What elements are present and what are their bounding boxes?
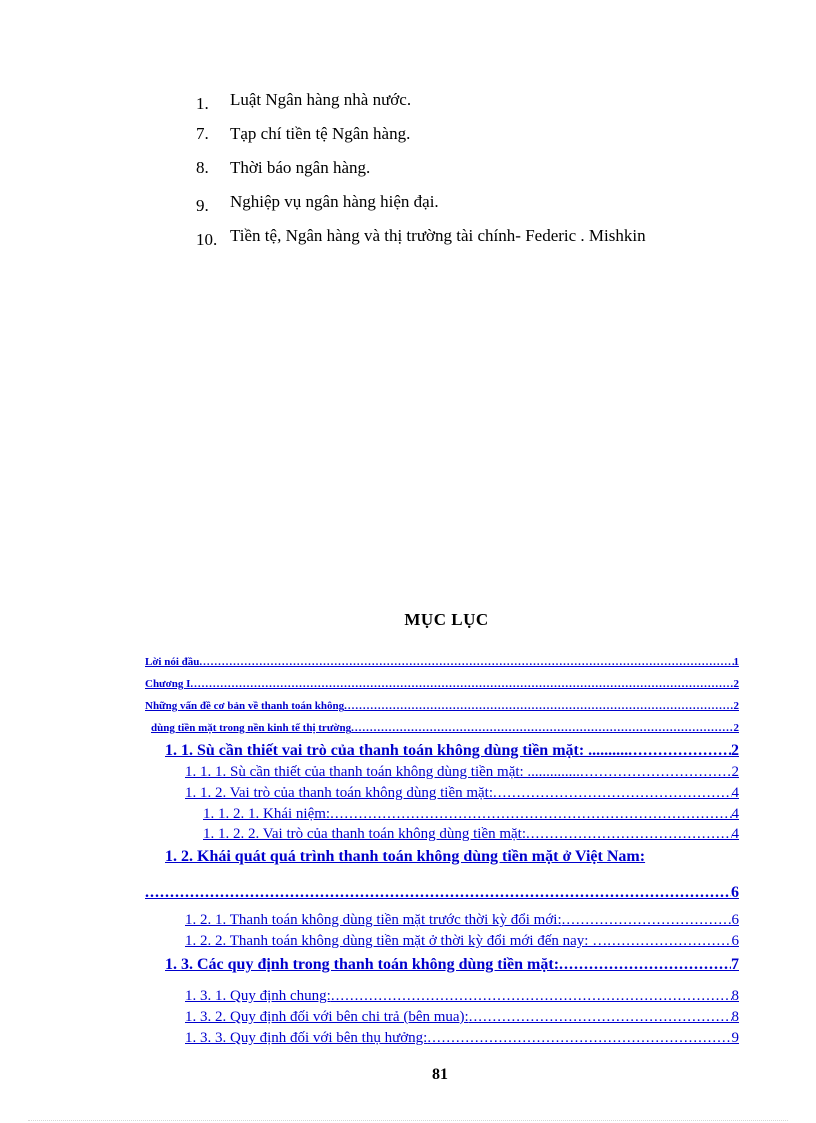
toc-page-number: 4 (731, 826, 739, 842)
toc-link-text: Chương I (145, 678, 191, 690)
toc-link-text: 1. 1. 2. 2. Vai trò của thanh toán không dùng tiền mặt: (203, 826, 527, 842)
reference-item (190, 90, 750, 124)
reference-text: Luật Ngân hàng nhà nước. (230, 90, 412, 109)
toc-link-text: 1. 2. 1. Thanh toán không dùng tiền mặt trước thời kỳ đổi mới: (185, 912, 562, 928)
toc-link[interactable] (145, 826, 739, 846)
toc-link[interactable] (145, 1030, 739, 1051)
toc-link-text: 1. 1. 2. 1. Khái niệm: (203, 806, 331, 822)
table-of-contents (145, 652, 739, 1051)
toc-link-text: 1. 3. 2. Quy định đối với bên chi trả (bên mua): (185, 1009, 469, 1025)
toc-link[interactable] (145, 806, 739, 826)
toc-link[interactable] (145, 764, 739, 785)
toc-link-text: 1. 3. 3. Quy định đối với bên thụ hưởng: (185, 1030, 428, 1046)
toc-leader (628, 742, 731, 760)
toc-page-number: 2 (731, 742, 739, 759)
toc-leader (559, 956, 731, 974)
reference-number: 7. (196, 124, 209, 143)
toc-page-number: 2 (733, 700, 739, 712)
toc-page-number: 6 (731, 884, 739, 901)
toc-leader (331, 988, 732, 1005)
reference-text: Tạp chí tiền tệ Ngân hàng. (230, 124, 411, 143)
toc-link-text: 1. 3. Các quy định trong thanh toán không dùng tiền mặt: (165, 956, 560, 973)
reference-text: Tiền tệ, Ngân hàng và thị trường tài chính- Federic . Mishkin (230, 226, 646, 245)
toc-link[interactable] (145, 912, 739, 933)
reference-text: Nghiệp vụ ngân hàng hiện đại. (230, 192, 439, 211)
toc-page-number: 8 (731, 1009, 739, 1025)
toc-link-text: 1. 1. Sù cần thiết vai trò của thanh toán không dùng tiền mặt: .......... (165, 742, 629, 759)
reference-number: 1. (196, 94, 209, 113)
toc-link[interactable] (145, 696, 739, 718)
toc-title: MỤC LỤC (404, 610, 489, 629)
toc-page-number: 4 (731, 785, 739, 801)
toc-link-text: 1. 1. 2. Vai trò của thanh toán không dùng tiền mặt: (185, 785, 494, 801)
toc-page-number: 2 (733, 678, 739, 690)
toc-link[interactable] (145, 956, 739, 978)
toc-link[interactable] (145, 785, 739, 806)
toc-page-number: 6 (731, 933, 739, 949)
toc-page-number: 2 (731, 764, 739, 780)
toc-leader (145, 884, 731, 902)
toc-link-text: 1. 2. Khái quát quá trình thanh toán không dùng tiền mặt ở Việt Nam: (165, 848, 646, 865)
toc-page-number: 1 (733, 656, 739, 668)
toc-leader (199, 656, 733, 668)
reference-item (190, 158, 750, 192)
toc-leader (427, 1030, 731, 1047)
toc-link-text: dùng tiền mặt trong nền kinh tế thị trường (151, 722, 352, 734)
toc-page-number: 2 (733, 722, 739, 734)
toc-link[interactable] (145, 652, 739, 674)
toc-link[interactable] (145, 718, 739, 740)
toc-link[interactable] (145, 742, 739, 764)
toc-link-text: Những vấn đề cơ bản về thanh toán không (145, 700, 345, 712)
toc-leader (607, 933, 731, 950)
toc-leader (469, 1009, 732, 1026)
toc-page-number: 8 (731, 988, 739, 1004)
toc-leader (351, 722, 733, 734)
toc-link[interactable] (145, 1009, 739, 1030)
reference-item (190, 192, 750, 226)
reference-number: 10. (196, 230, 218, 249)
reference-item (190, 226, 750, 260)
toc-page-number: 4 (731, 806, 739, 822)
toc-leader (562, 912, 732, 929)
reference-list (190, 90, 750, 260)
toc-link-text: 1. 2. 2. Thanh toán không dùng tiền mặt ở thời kỳ đổi mới đến nay: … (185, 933, 608, 949)
toc-leader-line (145, 870, 739, 902)
toc-link-text: 1. 3. 1. Quy định chung: (185, 988, 331, 1004)
toc-leader (344, 700, 733, 712)
reference-number: 8. (196, 158, 209, 177)
toc-leader (330, 806, 731, 823)
toc-leader (190, 678, 733, 690)
toc-leader (580, 764, 732, 781)
toc-page-number: 6 (731, 912, 739, 928)
page-number: 81 (432, 1066, 448, 1083)
toc-leader (526, 826, 731, 843)
reference-text: Thời báo ngân hàng. (230, 158, 371, 177)
toc-link[interactable] (145, 674, 739, 696)
toc-link[interactable] (145, 848, 739, 902)
page-bottom-divider (28, 1120, 788, 1121)
toc-leader (493, 785, 731, 802)
toc-page-number: 9 (731, 1030, 739, 1046)
toc-link-text: 1. 1. 1. Sù cần thiết của thanh toán không dùng tiền mặt: .............. (185, 764, 580, 780)
toc-link[interactable] (145, 933, 739, 954)
toc-link-text: Lời nói đầu (145, 656, 200, 668)
reference-number: 9. (196, 196, 209, 215)
toc-link[interactable] (145, 988, 739, 1009)
reference-item (190, 124, 750, 158)
toc-page-number: 7 (731, 956, 739, 973)
